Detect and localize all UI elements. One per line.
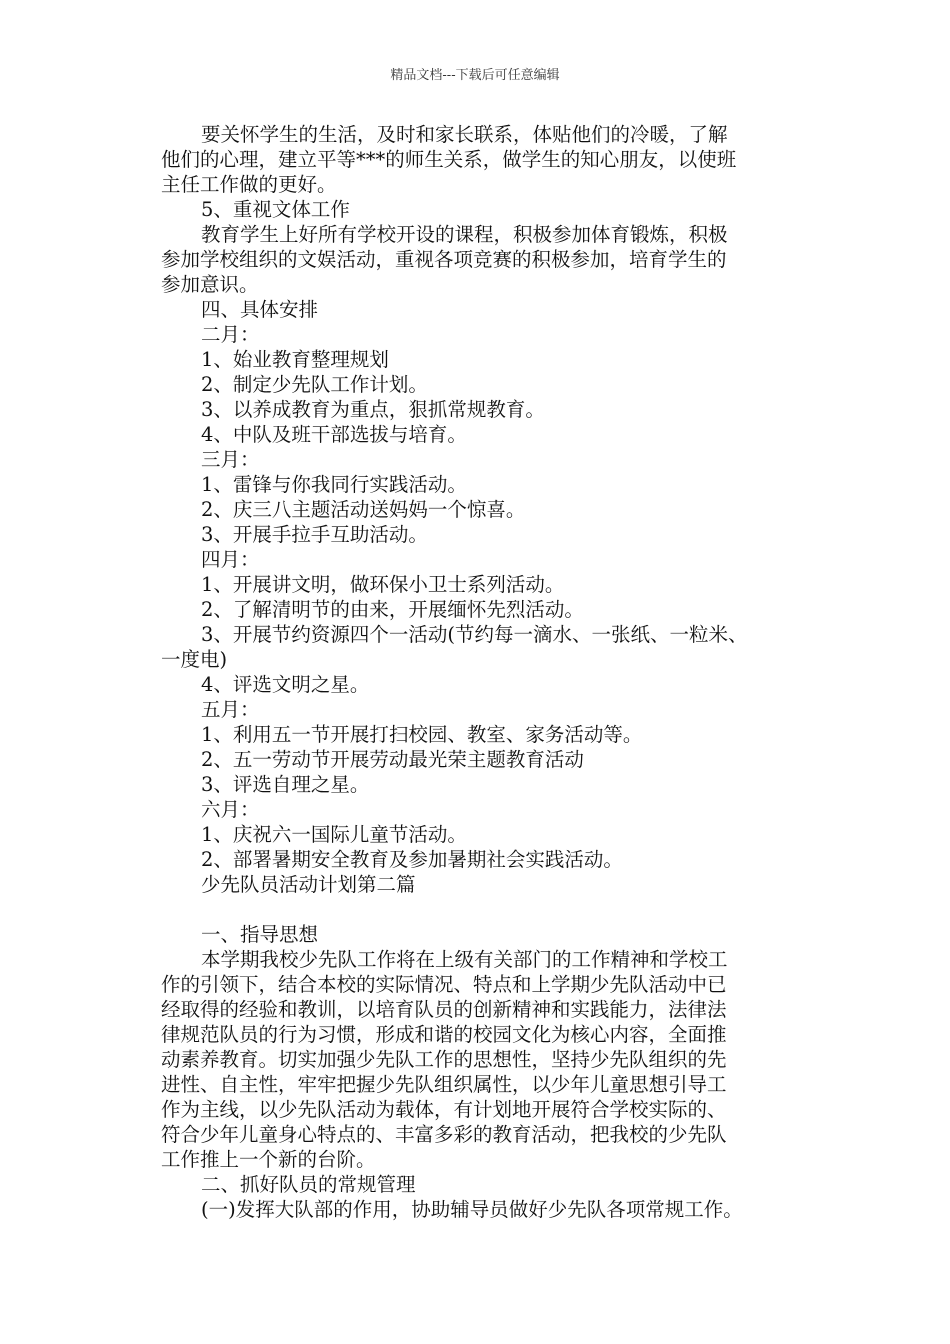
text-line: (一)发挥大队部的作用，协助辅导员做好少先队各项常规工作。 [201, 1198, 743, 1221]
text-line: 1、开展讲文明，做环保小卫士系列活动。 [201, 573, 565, 596]
text-line: 经取得的经验和教训，以培育队员的创新精神和实践能力，法律法 [161, 998, 727, 1021]
text-line: 3、开展节约资源四个一活动(节约每一滴水、一张纸、一粒米、 [201, 623, 748, 646]
text-line: 律规范队员的行为习惯，形成和谐的校园文化为核心内容，全面推 [161, 1023, 727, 1046]
text-line: 一、指导思想 [201, 923, 319, 946]
text-line: 动素养教育。切实加强少先队工作的思想性，坚持少先队组织的先 [161, 1048, 727, 1071]
text-line: 二、抓好队员的常规管理 [201, 1173, 416, 1196]
text-line: 五月： [201, 698, 260, 721]
text-line: 他们的心理，建立平等***的师生关系，做学生的知心朋友，以使班 [161, 148, 737, 171]
blank-line [161, 897, 833, 922]
text-line: 四、具体安排 [201, 298, 319, 321]
text-line: 工作推上一个新的台阶。 [161, 1148, 376, 1171]
document-body [161, 122, 833, 1222]
text-line: 2、庆三八主题活动送妈妈一个惊喜。 [201, 498, 526, 521]
text-line: 少先队员活动计划第二篇 [201, 873, 416, 896]
text-line: 4、评选文明之星。 [201, 673, 370, 696]
text-line: 2、制定少先队工作计划。 [201, 373, 428, 396]
text-line: 本学期我校少先队工作将在上级有关部门的工作精神和学校工 [201, 948, 728, 971]
text-line: 4、中队及班干部选拔与培育。 [201, 423, 467, 446]
text-line: 2、部署暑期安全教育及参加暑期社会实践活动。 [201, 848, 623, 871]
text-line: 2、五一劳动节开展劳动最光荣主题教育活动 [201, 748, 584, 771]
text-line: 四月： [201, 548, 260, 571]
text-line: 作的引领下，结合本校的实际情况、特点和上学期少先队活动中已 [161, 973, 727, 996]
text-line: 1、始业教育整理规划 [201, 348, 389, 371]
text-line: 一度电) [161, 648, 228, 671]
text-line: 3、以养成教育为重点，狠抓常规教育。 [201, 398, 545, 421]
text-line: 2、了解清明节的由来，开展缅怀先烈活动。 [201, 598, 584, 621]
text-line: 主任工作做的更好。 [161, 173, 337, 196]
text-line: 1、庆祝六一国际儿童节活动。 [201, 823, 467, 846]
text-line: 参加意识。 [161, 273, 259, 296]
text-line: 作为主线，以少先队活动为载体，有计划地开展符合学校实际的、 [161, 1098, 727, 1121]
text-line: 三月： [201, 448, 260, 471]
text-line: 六月： [201, 798, 260, 821]
text-line: 要关怀学生的生活，及时和家长联系，体贴他们的冷暖，了解 [201, 123, 728, 146]
text-line: 3、评选自理之星。 [201, 773, 370, 796]
text-line: 1、雷锋与你我同行实践活动。 [201, 473, 467, 496]
page-header: 精品文档---下载后可任意编辑 [390, 68, 560, 83]
text-line: 进性、自主性，牢牢把握少先队组织属性，以少年儿童思想引导工 [161, 1073, 727, 1096]
text-line: 符合少年儿童身心特点的、丰富多彩的教育活动，把我校的少先队 [161, 1123, 727, 1146]
text-line: 参加学校组织的文娱活动，重视各项竞赛的积极参加，培育学生的 [161, 248, 727, 271]
text-line: 1、利用五一节开展打扫校园、教室、家务活动等。 [201, 723, 643, 746]
text-line: 二月： [201, 323, 260, 346]
text-line: 3、开展手拉手互助活动。 [201, 523, 428, 546]
text-line: 5、重视文体工作 [201, 198, 350, 221]
text-line: 教育学生上好所有学校开设的课程，积极参加体育锻炼，积极 [201, 223, 728, 246]
